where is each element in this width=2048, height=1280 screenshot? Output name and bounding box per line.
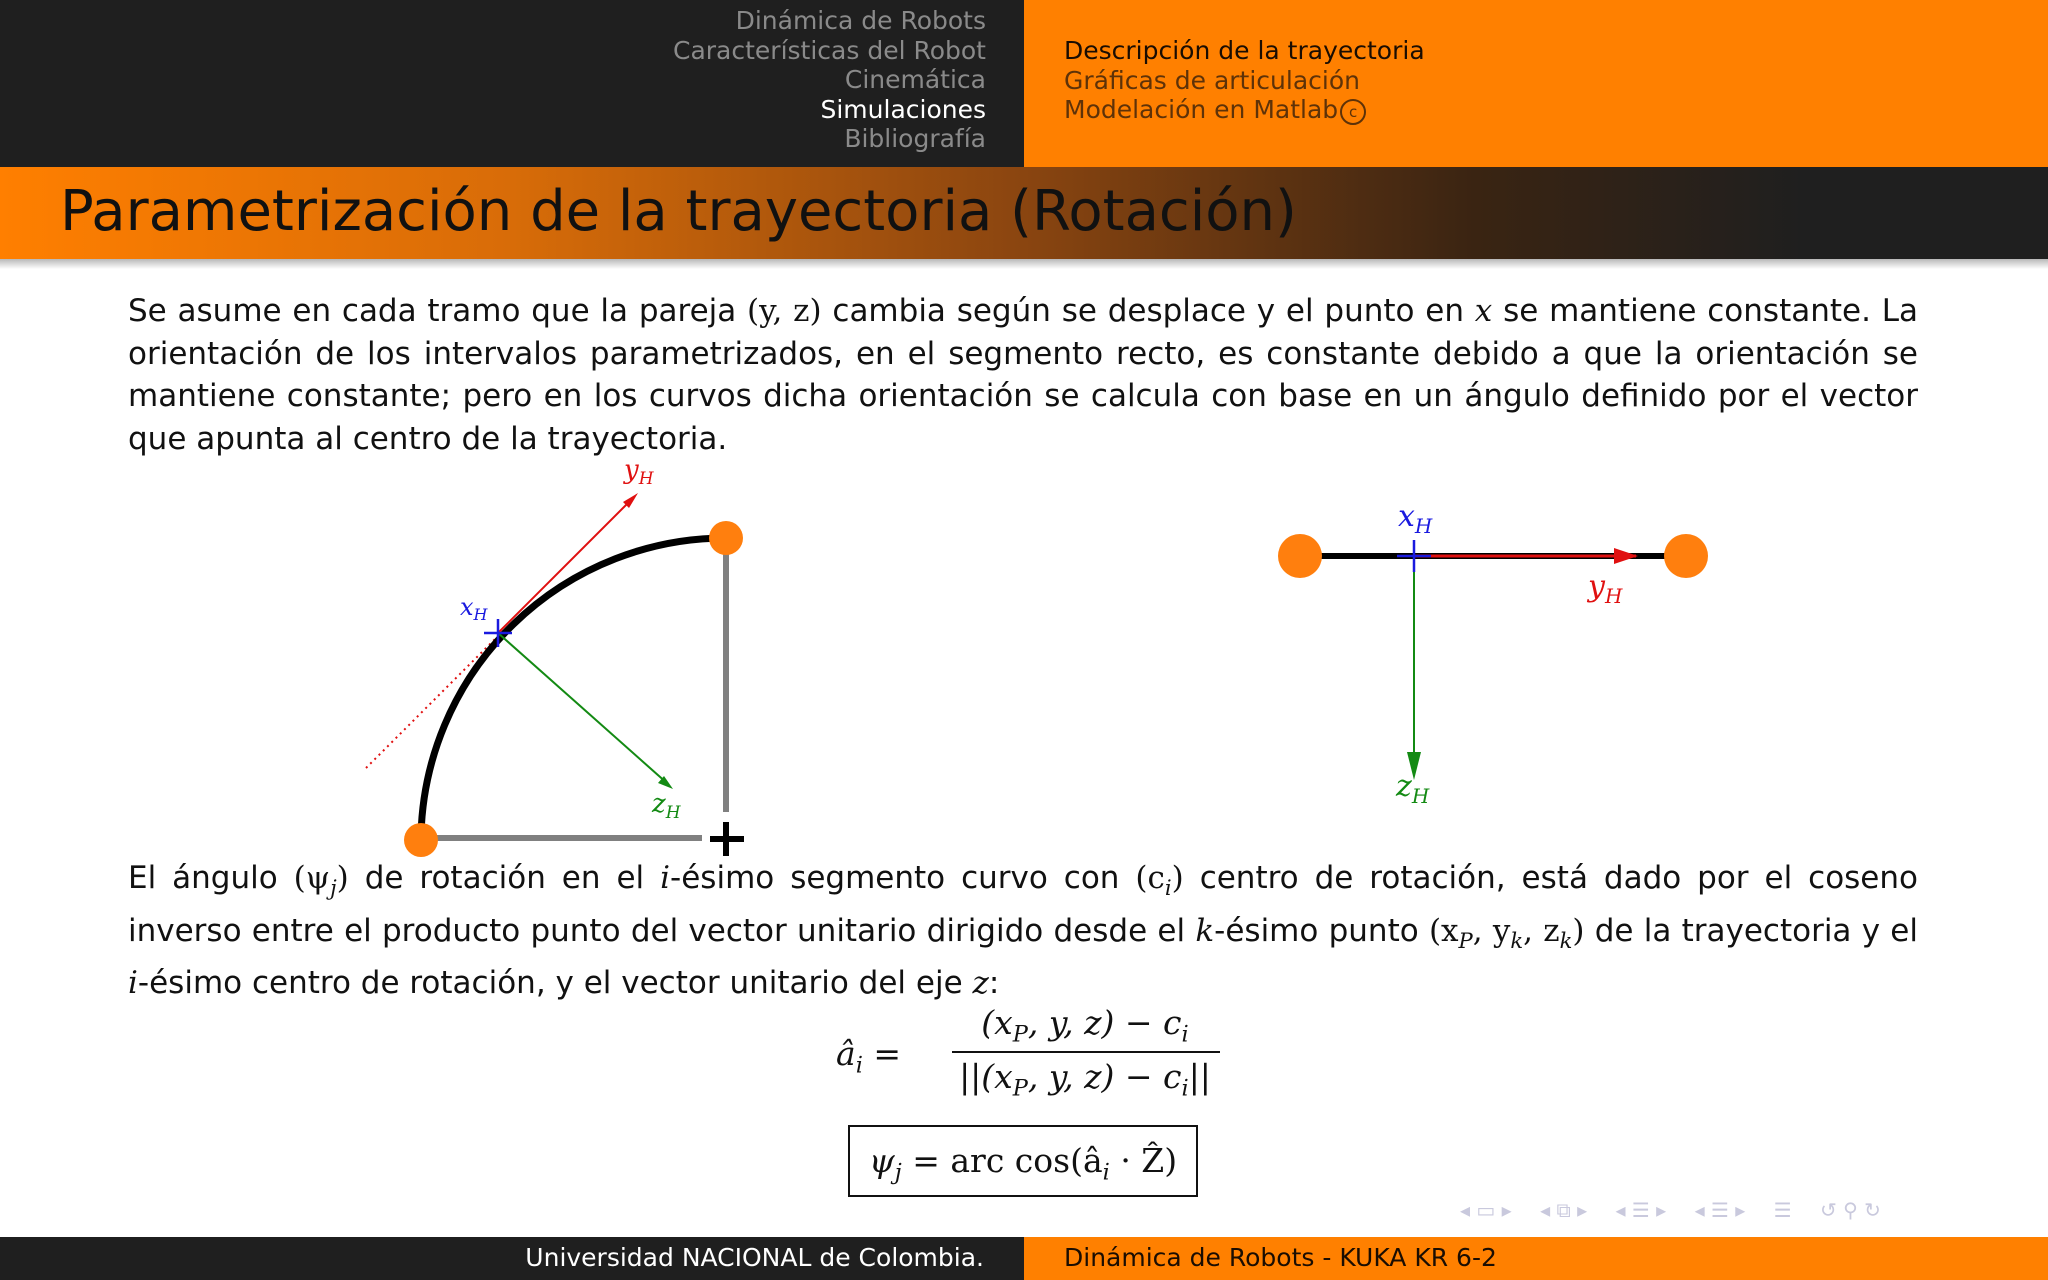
section-link-cinematica[interactable]: Cinemática — [844, 65, 986, 94]
math-x: x — [1474, 293, 1493, 329]
text-run: : — [988, 965, 1000, 1002]
nav-search-icon[interactable]: ↺ ⚲ ↻ — [1819, 1198, 1881, 1222]
nav-frame-icon[interactable]: ◂ ⧉ ▸ — [1540, 1198, 1588, 1222]
math-i: i — [128, 965, 138, 1002]
section-link-simulaciones[interactable]: Simulaciones — [820, 94, 986, 124]
frame-title-bar — [0, 167, 2048, 259]
formula-denominator: $||(x_P$, y, $z) - c_i||$ — [959, 1057, 1211, 1102]
math-z: z — [972, 965, 989, 1002]
math-yz: (y, z) — [747, 293, 822, 329]
nav-prev-frame-icon[interactable]: ◂ ▭ ▸ — [1460, 1198, 1512, 1222]
label-yh: $y_H$ — [1588, 569, 1623, 608]
footer-course — [1024, 1237, 2048, 1280]
subsection-link-graficas[interactable]: Gráficas de articulación — [1064, 65, 1360, 95]
footer-course-text: Dinámica de Robots - KUKA KR 6-2 — [1064, 1243, 1497, 1272]
header-sections-panel — [0, 0, 1024, 167]
beamer-navigation-bar — [1460, 1198, 2040, 1228]
frame-title: Parametrización de la trayectoria (Rotación) — [60, 179, 1297, 244]
label-xh: $x_H$ — [1398, 499, 1433, 538]
paragraph-angle — [128, 857, 1918, 1005]
subsection-nav — [1064, 36, 1425, 125]
text-run: cambia según se desplace y el punto en — [821, 293, 1475, 329]
math-point: ($x_P$, $y_k$, $z_k$) — [1428, 912, 1585, 953]
math-ci: $(c_i)$ — [1135, 860, 1184, 901]
nav-appendix-icon[interactable]: ☰ — [1773, 1198, 1792, 1222]
subsection-link-modelacion[interactable] — [1064, 95, 1425, 125]
straight-segment-diagram — [1270, 490, 1730, 830]
y-axis-arrow — [498, 503, 628, 633]
text-run: -ésimo centro de rotación, y el vector unitario del eje — [137, 965, 973, 1002]
header-subsections-panel — [1024, 0, 2048, 167]
title-shadow — [0, 259, 2048, 269]
z-axis-arrow — [498, 633, 668, 784]
formula-lhs: $â_i$ = — [836, 1034, 902, 1079]
math-k: k — [1195, 912, 1215, 949]
subsection-link-descripcion[interactable]: Descripción de la trayectoria — [1064, 36, 1425, 65]
text-run: centro de rotación, está dado por el coseno inverso entre el producto punto del vector unitario dirigido desde el — [128, 860, 1918, 949]
label-zh: $z_H$ — [1396, 769, 1430, 808]
endpoint-bottom — [404, 823, 438, 857]
footer-institution — [0, 1237, 1024, 1280]
curved-trajectory — [421, 538, 726, 835]
section-link-dinamica[interactable]: Dinámica de Robots — [735, 6, 986, 35]
math-psi-j: $(\psi_j)$ — [293, 860, 349, 901]
nav-subsection-icon[interactable]: ◂ ☰ ▸ — [1615, 1198, 1667, 1222]
text-run: El ángulo — [128, 860, 294, 896]
section-nav — [673, 6, 986, 154]
endpoint-right — [1664, 534, 1708, 578]
text-run: de la trayectoria y el — [1584, 912, 1918, 949]
paragraph-intro — [128, 290, 1918, 460]
section-link-bibliografia[interactable]: Bibliografía — [844, 124, 986, 153]
label-zh: $z_H$ — [652, 789, 681, 823]
y-arrowhead — [1614, 548, 1638, 564]
nav-section-icon[interactable]: ◂ ☰ ▸ — [1694, 1198, 1746, 1222]
formula-numerator: ($x_P$, y, $z) - c_i$ — [981, 1003, 1189, 1048]
fraction-bar — [952, 1051, 1220, 1053]
copyright-icon: c — [1340, 99, 1366, 125]
text-run: -ésimo segmento curvo con — [670, 860, 1136, 896]
curve-rotation-diagram — [340, 450, 800, 860]
angle-formula-box: $\psi_j$ = arc $\cos(â_i$ · Ẑ) — [848, 1125, 1198, 1197]
label-yh: $y_H$ — [624, 455, 654, 489]
x-axis-marker-icon — [1397, 540, 1431, 572]
math-i: i — [660, 860, 671, 896]
text-run: -ésimo punto — [1214, 912, 1429, 949]
text-run: Se asume en cada tramo que la pareja — [128, 293, 748, 329]
unit-vector-formula — [836, 1003, 1216, 1103]
label-xh: $x_H$ — [460, 593, 488, 624]
text-run: de rotación en el — [348, 860, 661, 896]
section-link-caracteristicas[interactable]: Características del Robot — [673, 35, 986, 65]
endpoint-left — [1278, 534, 1322, 578]
endpoint-top — [709, 521, 743, 555]
subsection-label: Modelación en Matlab — [1064, 95, 1339, 124]
footer-institution-text: Universidad NACIONAL de Colombia. — [525, 1243, 984, 1272]
text-run: se mantiene constante. La orientación de los intervalos parametrizados, en el segmento recto, es constante debido a que la orientación se mantiene constante; pero en los curvos dicha orientación se calcula con base en un ángulo definido por el vector que apunta al centro de la trayectoria. — [128, 293, 1919, 457]
rotation-center-icon — [710, 822, 744, 856]
